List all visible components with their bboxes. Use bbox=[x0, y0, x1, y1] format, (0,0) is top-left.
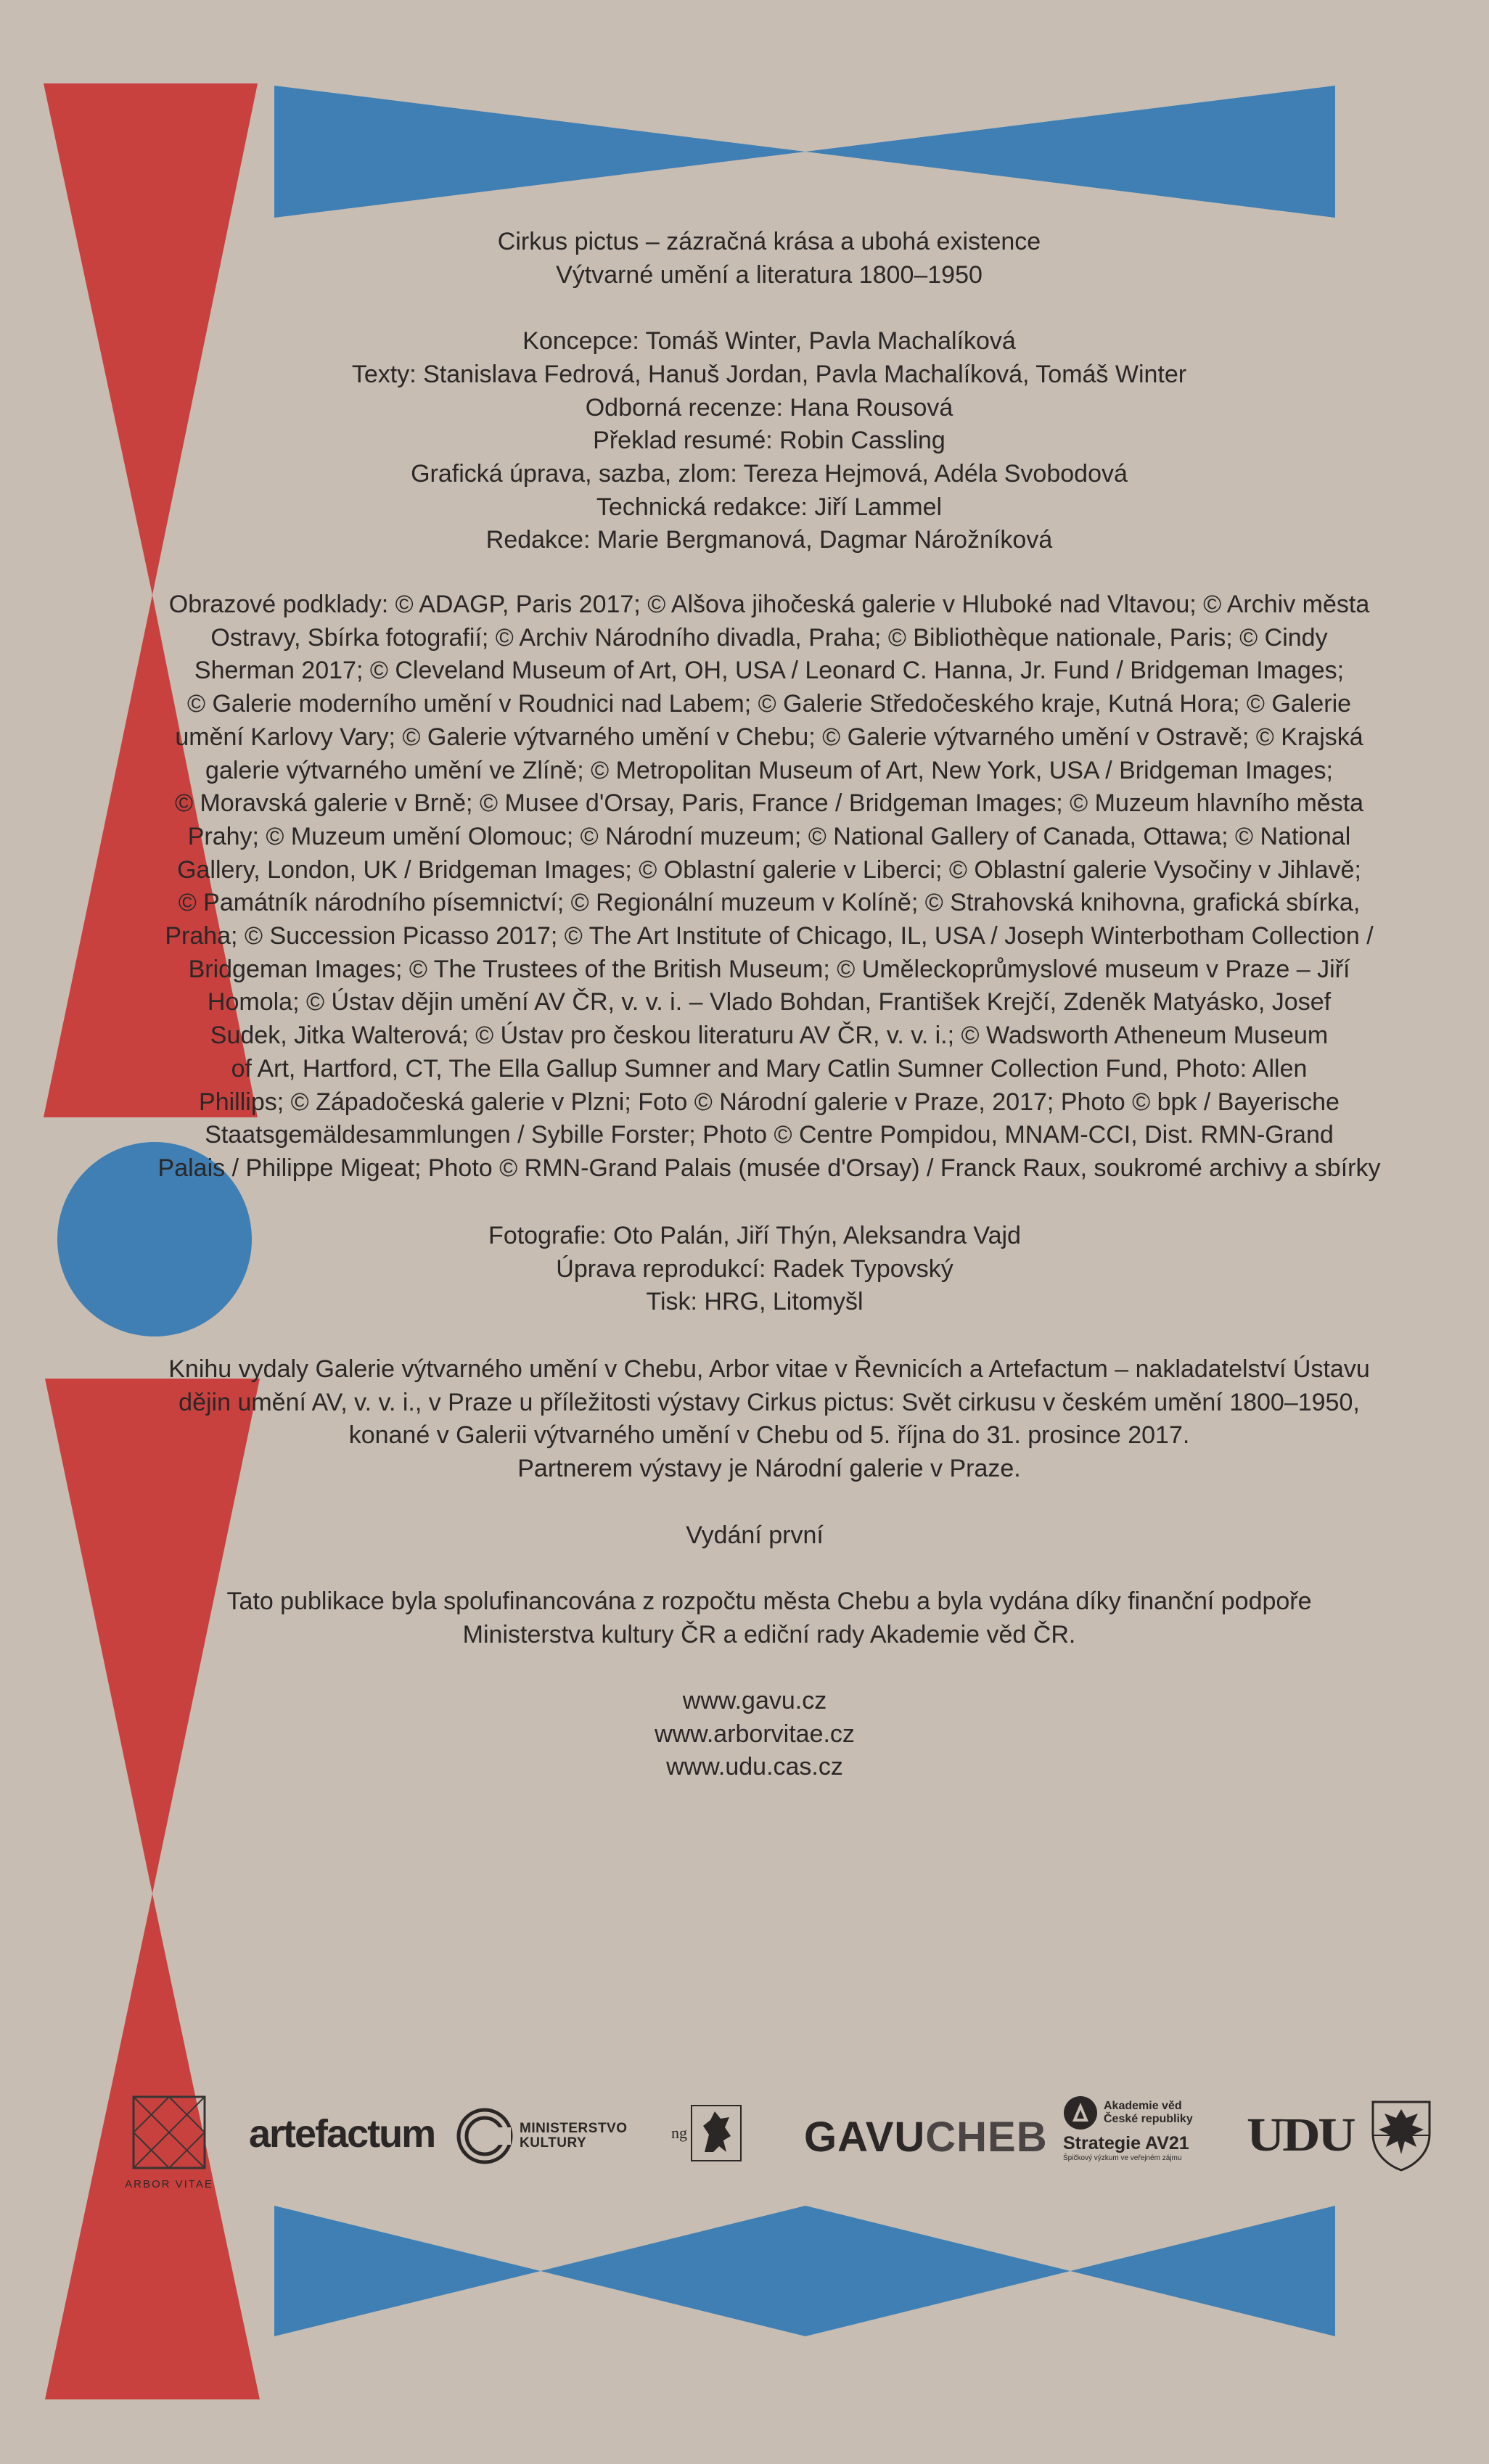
udu-logo: UDU bbox=[1247, 2108, 1354, 2161]
image-credit-line: Palais / Philippe Migeat; Photo © RMN-Grand Palais (musée d'Orsay) / Franck Raux, soukromé archivy a sbírky bbox=[157, 1154, 1381, 1182]
ministerstvo-line-1: MINISTERSTVO bbox=[520, 2121, 628, 2136]
image-credit-line: © Galerie moderního umění v Roudnici nad Labem; © Galerie Středočeského kraje, Kutná Hora; © Galerie bbox=[186, 690, 1352, 718]
funding-line: Tato publikace byla spolufinancována z rozpočtu města Chebu a byla vydána díky finanční podpoře bbox=[226, 1588, 1312, 1615]
image-credit-line: Gallery, London, UK / Bridgeman Images; © Oblastní galerie v Liberci; © Oblastní galerie Vysočiny v Jihlavě; bbox=[177, 855, 1361, 884]
blue-triangle-bottom-1 bbox=[274, 2206, 541, 2336]
credit-line: Technická redakce: Jiří Lammel bbox=[596, 493, 943, 521]
image-credit-line: galerie výtvarného umění ve Zlíně; © Metropolitan Museum of Art, New York, USA / Bridgeman Images; bbox=[205, 756, 1333, 784]
arbor-vitae-caption: ARBOR VITAE bbox=[125, 2178, 213, 2190]
strategie-subtitle: Špičkový výzkum ve veřejném zájmu bbox=[1063, 2154, 1182, 2162]
arbor-vitae-mark-icon bbox=[131, 2095, 207, 2170]
image-credit-line: © Památník národního písemnictví; © Regionální muzeum v Kolíně; © Strahovská knihovna, grafická sbírka, bbox=[178, 889, 1361, 917]
website-line: www.gavu.cz bbox=[682, 1687, 827, 1714]
strategie-text: Strategie AV21 bbox=[1063, 2133, 1189, 2153]
publisher-block bbox=[87, 1353, 1451, 1486]
photo-credit-line: Úprava reprodukcí: Radek Typovský bbox=[556, 1254, 953, 1283]
website-line: www.arborvitae.cz bbox=[655, 1720, 855, 1748]
ministerstvo-line-2: KULTURY bbox=[520, 2135, 587, 2151]
image-credit-line: Prahy; © Muzeum umění Olomouc; © Národní muzeum; © National Gallery of Canada, Ottawa; © National bbox=[187, 822, 1351, 850]
arbor-vitae-logo bbox=[125, 2095, 213, 2190]
publisher-line: Partnerem výstavy je Národní galerie v Praze. bbox=[517, 1455, 1021, 1483]
image-credit-line: umění Karlovy Vary; © Galerie výtvarného umění v Chebu; © Galerie výtvarného umění v Ostravě; © Krajská bbox=[175, 723, 1363, 751]
akademie-line-1: Akademie věd bbox=[1104, 2100, 1182, 2112]
funding-block bbox=[87, 1585, 1451, 1651]
photo-credit-line: Tisk: HRG, Litomyšl bbox=[646, 1288, 864, 1316]
gavu-text: GAVU bbox=[804, 2114, 926, 2161]
akademie-mark-icon bbox=[1063, 2095, 1098, 2130]
publisher-line: dějin umění AV, v. v. i., v Praze u příležitosti výstavy Cirkus pictus: Svět cirkusu v českém umění 1800–1950, bbox=[179, 1388, 1360, 1416]
credit-line: Koncepce: Tomáš Winter, Pavla Machalíková bbox=[522, 327, 1016, 356]
credit-line: Texty: Stanislava Fedrová, Hanuš Jordan, Pavla Machalíková, Tomáš Winter bbox=[351, 360, 1187, 388]
image-credit-line: Bridgeman Images; © The Trustees of the British Museum; © Uměleckoprůmyslové museum v Praze – Jiří bbox=[188, 955, 1350, 983]
image-credit-line: Phillips; © Západočeská galerie v Plzni; Foto © Národní galerie v Praze, 2017; Photo © bpk / Bayerische bbox=[199, 1088, 1340, 1116]
image-credit-line: Homola; © Ústav dějin umění AV ČR, v. v. i. – Vlado Bohdan, František Krejčí, Zdeněk Matyásko, Josef bbox=[207, 988, 1332, 1017]
ng-text: ng bbox=[671, 2124, 687, 2142]
credit-line: Grafická úprava, sazba, zlom: Tereza Hejmová, Adéla Svobodová bbox=[411, 459, 1128, 488]
gavu-cheb-logo bbox=[804, 2113, 1048, 2161]
funding-line: Ministerstva kultury ČR a ediční rady Akademie věd ČR. bbox=[462, 1620, 1076, 1648]
edition-line: Vydání první bbox=[686, 1521, 824, 1549]
akademie-line-2: České republiky bbox=[1104, 2113, 1193, 2125]
publisher-line: konané v Galerii výtvarného umění v Chebu od 5. října do 31. prosince 2017. bbox=[348, 1421, 1190, 1450]
ministerstvo-kultury-logo bbox=[456, 2107, 628, 2165]
blue-triangle-bottom-3 bbox=[805, 2206, 1070, 2336]
credit-line: Odborná recenze: Hana Rousová bbox=[585, 393, 953, 422]
blue-triangle-bottom-4 bbox=[1070, 2206, 1335, 2336]
blue-triangle-bottom-2 bbox=[541, 2206, 805, 2336]
credit-line: Výtvarné umění a literatura 1800–1950 bbox=[556, 260, 983, 289]
credit-line: Cirkus pictus – zázračná krása a ubohá existence bbox=[497, 228, 1041, 255]
image-credit-line: Ostravy, Sbírka fotografií; © Archiv Národního divadla, Praha; © Bibliothèque nationale, Paris; © Cindy bbox=[210, 623, 1328, 652]
credits-block bbox=[87, 226, 1451, 557]
credit-line: Redakce: Marie Bergmanová, Dagmar Nárožníková bbox=[485, 526, 1053, 554]
publisher-line: Knihu vydaly Galerie výtvarného umění v Chebu, Arbor vitae v Řevnicích a Artefactum – nakladatelství Ústavu bbox=[168, 1355, 1370, 1383]
image-credit-line: © Moravská galerie v Brně; © Musee d'Orsay, Paris, France / Bridgeman Images; © Muzeum hlavního města bbox=[174, 789, 1364, 818]
websites-block bbox=[160, 1685, 1350, 1784]
edition-block bbox=[160, 1519, 1350, 1553]
image-credits-block bbox=[92, 588, 1446, 1186]
photo-credits-block bbox=[160, 1220, 1350, 1319]
image-credit-line: Obrazové podklady: © ADAGP, Paris 2017; © Alšova jihočeská galerie v Hluboké nad Vltavou; © Archiv města bbox=[168, 591, 1370, 618]
credit-line: Překlad resumé: Robin Cassling bbox=[593, 427, 946, 455]
cheb-text: CHEB bbox=[925, 2114, 1048, 2161]
strategie-av21-logo bbox=[1063, 2095, 1224, 2162]
ministerstvo-mark-icon bbox=[456, 2107, 514, 2165]
photo-credit-line: Fotografie: Oto Palán, Jiří Thýn, Aleksandra Vajd bbox=[488, 1222, 1021, 1249]
credit-line bbox=[87, 292, 1451, 325]
blue-bowtie-top-left bbox=[274, 86, 805, 218]
artefactum-logo: artefactum bbox=[249, 2112, 435, 2156]
image-credit-line: of Art, Hartford, CT, The Ella Gallup Sumner and Mary Catlin Sumner Collection Fund, Photo: Allen bbox=[231, 1054, 1308, 1083]
image-credit-line: Praha; © Succession Picasso 2017; © The Art Institute of Chicago, IL, USA / Joseph Winterbotham Collection / bbox=[165, 922, 1374, 950]
image-credit-line: Sudek, Jitka Walterová; © Ústav pro českou literaturu AV ČR, v. v. i.; © Wadsworth Atheneum Museum bbox=[210, 1022, 1329, 1050]
image-credit-line: Sherman 2017; © Cleveland Museum of Art, OH, USA / Leonard C. Hanna, Jr. Fund / Bridgeman Images; bbox=[194, 657, 1345, 685]
narodni-galerie-logo bbox=[671, 2104, 742, 2162]
image-credit-line: Staatsgemäldesammlungen / Sybille Forster; Photo © Centre Pompidou, MNAM-CCI, Dist. RMN-Grand bbox=[205, 1121, 1334, 1149]
cheb-coat-of-arms-icon bbox=[1370, 2099, 1432, 2172]
lion-shield-icon bbox=[690, 2104, 742, 2162]
website-line: www.udu.cas.cz bbox=[666, 1753, 843, 1781]
blue-bowtie-top-right bbox=[805, 86, 1335, 218]
